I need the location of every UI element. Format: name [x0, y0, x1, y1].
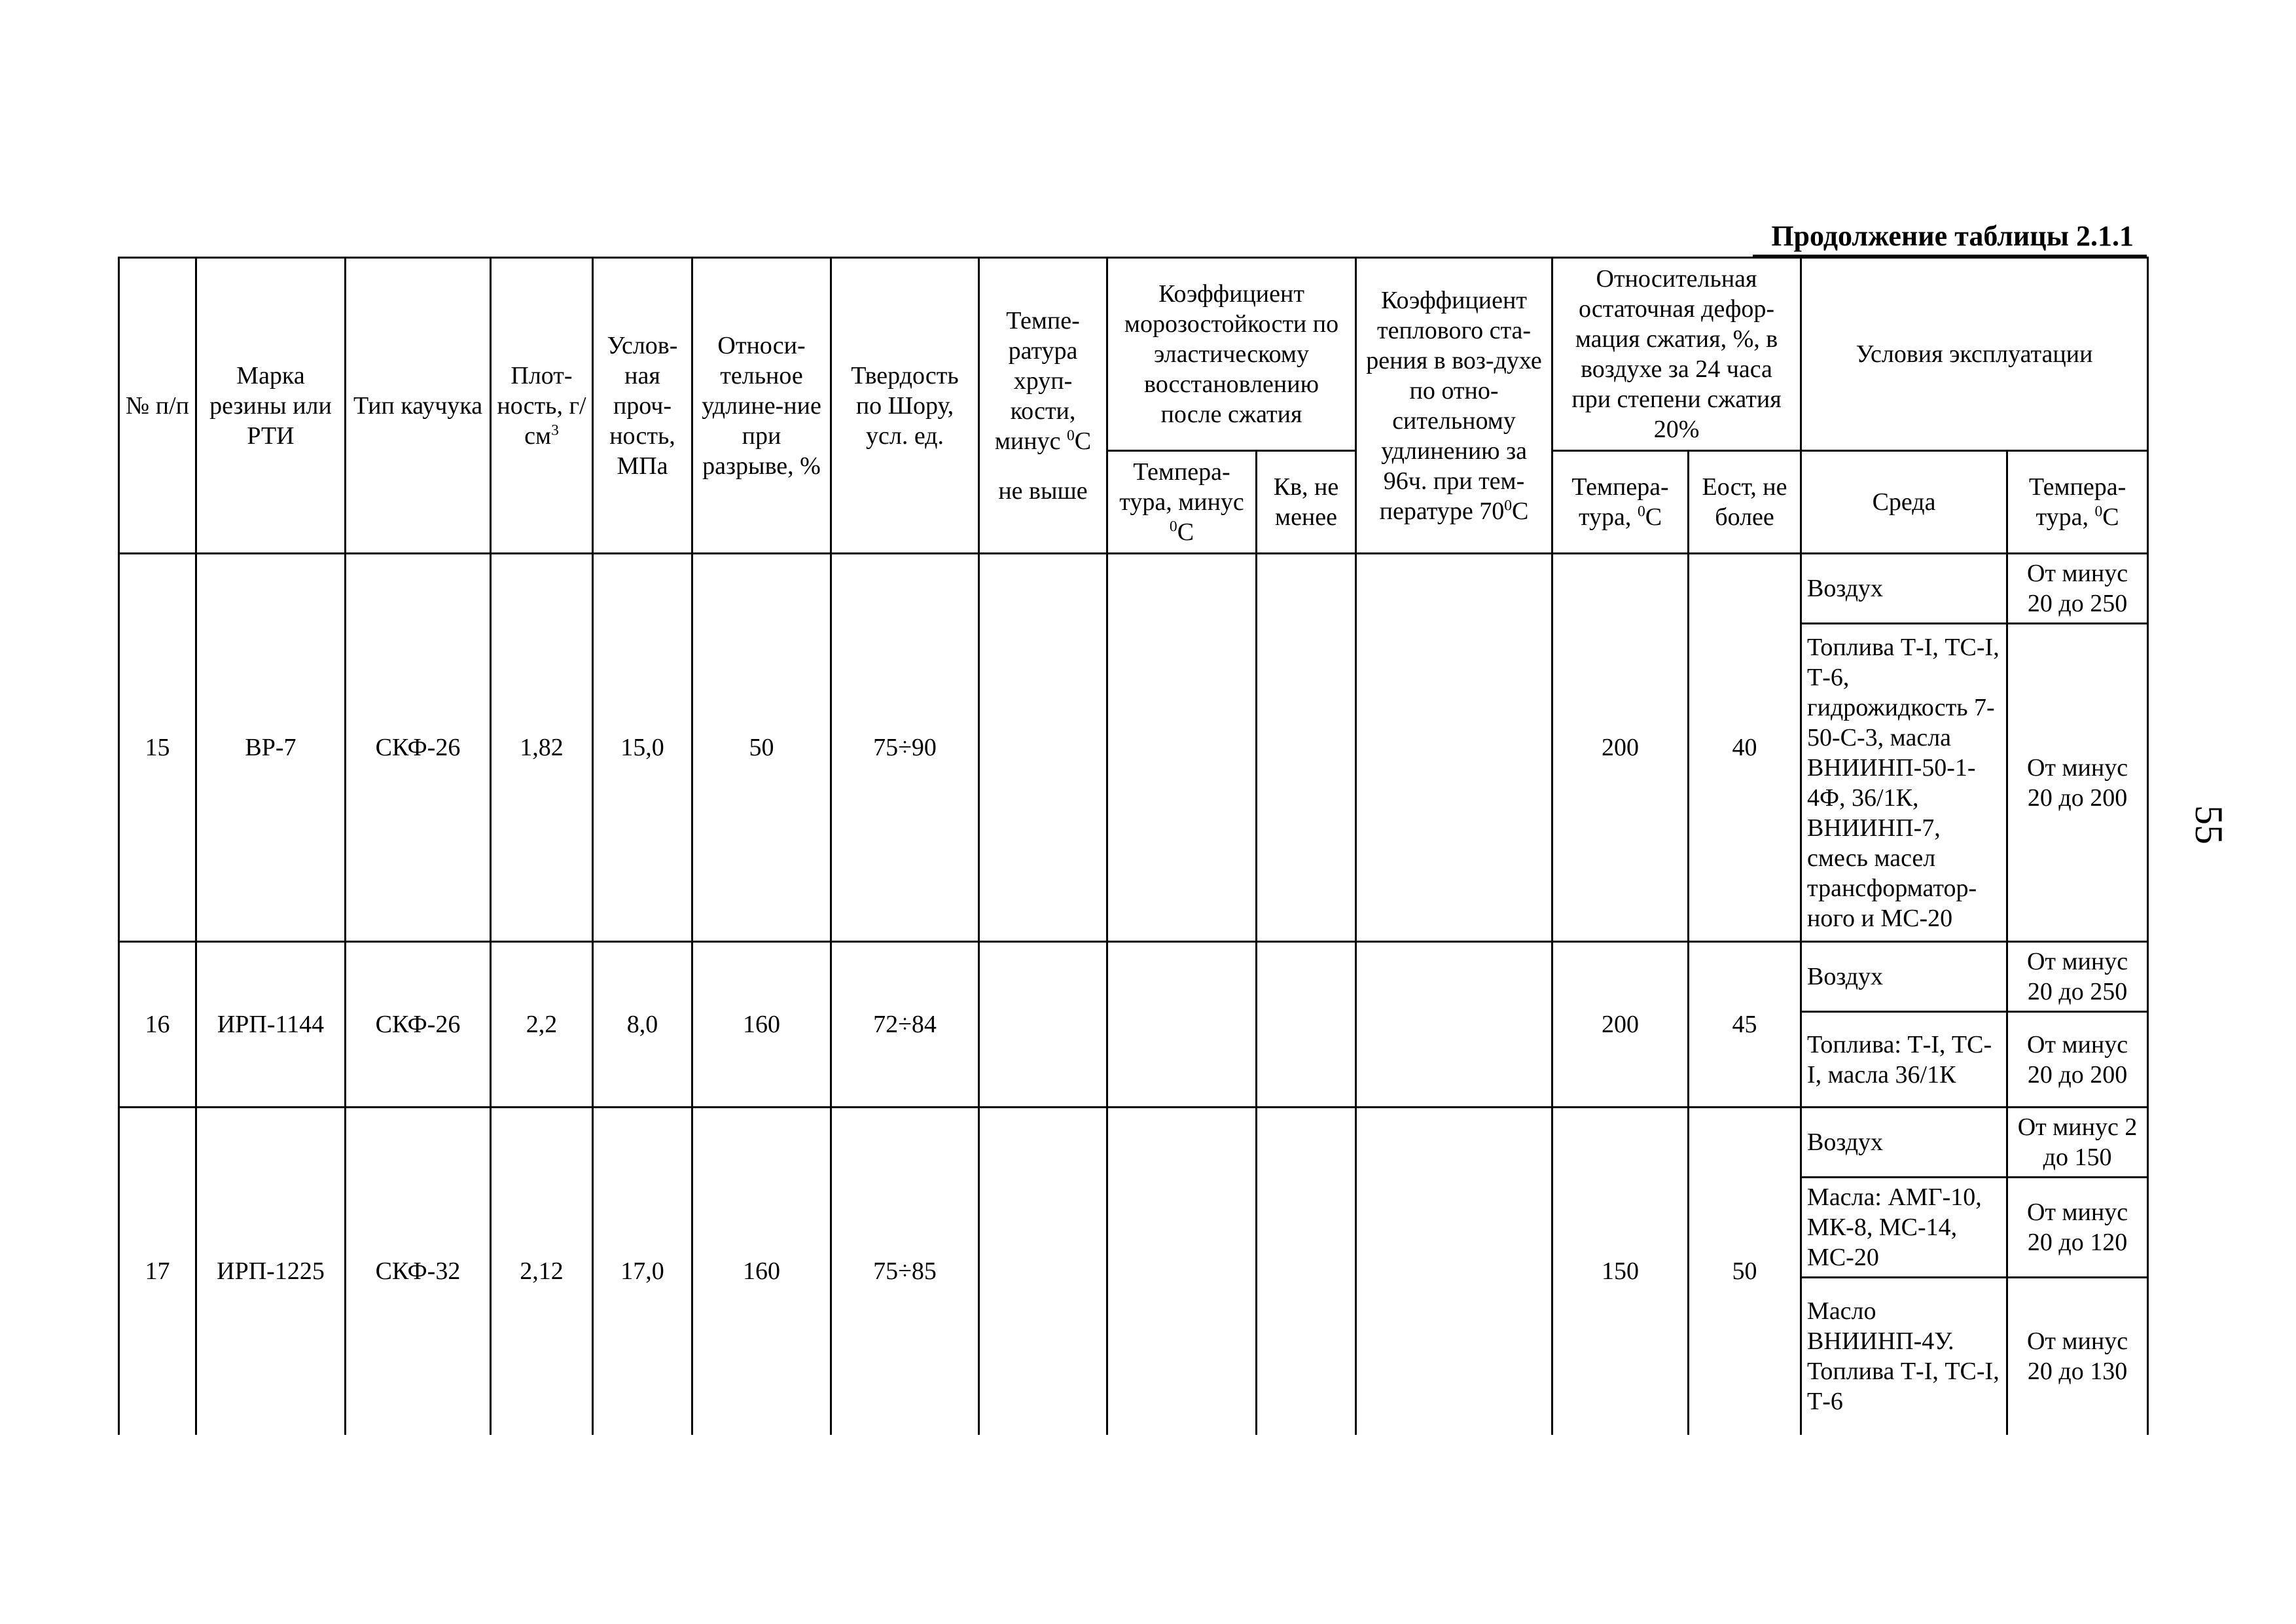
row-15-hardness: 75÷90: [831, 554, 979, 942]
row-17-temp-3: От минус 20 до 130: [2007, 1278, 2148, 1435]
header-grade: Марка резины или РТИ: [196, 258, 346, 554]
header-frost-group: Коэффициент морозостойкости по эластическому восстановлению после сжатия: [1107, 258, 1356, 451]
row-15-grade: ВР-7: [196, 554, 346, 942]
header-brittle-note: не выше: [998, 477, 1088, 505]
header-conditions-group: Условия эксплуатации: [1801, 258, 2148, 451]
row-15-frost-temp: [1107, 554, 1257, 942]
row-15-density: 1,82: [491, 554, 593, 942]
header-density: Плот-ность, $г/см^3$: [491, 258, 593, 554]
row-16-aging: [1356, 942, 1552, 1108]
header-rubber-type: Тип каучука: [346, 258, 491, 554]
header-frost-kv: Кв, не менее: [1257, 451, 1356, 554]
header-deform-eost: Еост, не более: [1689, 451, 1801, 554]
row-15-medium-1: Воздух: [1801, 554, 2007, 624]
row-17-density: 2,12: [491, 1108, 593, 1435]
row-17-medium-1: Воздух: [1801, 1108, 2007, 1178]
row-16-medium-1: Воздух: [1801, 942, 2007, 1012]
header-hardness: Твердость по Шору, усл. ед.: [831, 258, 979, 554]
header-deform-temp: Темпера-тура, $^0$С: [1552, 451, 1689, 554]
header-elongation: Относи-тельное удлине-ние при разрыве, %: [692, 258, 831, 554]
row-16-grade: ИРП-1144: [196, 942, 346, 1108]
row-15-temp-2: От минус 20 до 200: [2007, 624, 2148, 942]
row-17-frost-temp: [1107, 1108, 1257, 1435]
row-16-density: 2,2: [491, 942, 593, 1108]
row-17-rubber: СКФ-32: [346, 1108, 491, 1435]
row-15-aging: [1356, 554, 1552, 942]
row-16-temp-1: От минус 20 до 250: [2007, 942, 2148, 1012]
row-17-aging: [1356, 1108, 1552, 1435]
row-17-brittle: [979, 1108, 1107, 1435]
row-16-frost-temp: [1107, 942, 1257, 1108]
row-17-hardness: 75÷85: [831, 1108, 979, 1435]
row-17-temp-1: От минус 2 до 150: [2007, 1108, 2148, 1178]
row-17-elongation: 160: [692, 1108, 831, 1435]
row-16-temp-2: От минус 20 до 200: [2007, 1012, 2148, 1108]
row-15-temp-1: От минус 20 до 250: [2007, 554, 2148, 624]
row-17-grade: ИРП-1225: [196, 1108, 346, 1435]
row-17-num: 17: [119, 1108, 196, 1435]
row-16-elongation: 160: [692, 942, 831, 1108]
row-15-brittle: [979, 554, 1107, 942]
row-16-strength: 8,0: [593, 942, 692, 1108]
row-17-medium-3: Масло ВНИИНП-4У. Топлива Т-I, ТС-I, Т-6: [1801, 1278, 2007, 1435]
row-17-frost-kv: [1257, 1108, 1356, 1435]
row-16-num: 16: [119, 942, 196, 1108]
header-deform-group: Относительная остаточная дефор-мация сжатия, %, в воздухе за 24 часа при степени сжатия 20%: [1552, 258, 1801, 451]
row-15-medium-2: Топлива Т-I, ТС-I, Т-6, гидрожидкость 7-50-С-3, масла ВНИИНП-50-1-4Ф, 36/1К, ВНИИНП-7, смесь масел трансформатор-ного и МС-20: [1801, 624, 2007, 942]
row-15-rubber: СКФ-26: [346, 554, 491, 942]
header-brittle-temp: Темпе-ратура хруп-кости, минус $^0$С не выше: [979, 258, 1107, 554]
header-cond-temp: Темпера-тура, $^0$С: [2007, 451, 2148, 554]
row-15-eost: 40: [1689, 554, 1801, 942]
row-15-strength: 15,0: [593, 554, 692, 942]
header-cond-medium: Среда: [1801, 451, 2007, 554]
row-15-deform-temp: 200: [1552, 554, 1689, 942]
row-16-eost: 45: [1689, 942, 1801, 1108]
header-aging: Коэффициент теплового ста-рения в воз-духе по отно-сительному удлинению за 96ч. при тем-пературе $70^0С$: [1356, 258, 1552, 554]
specs-table: [118, 257, 2149, 1435]
row-16-brittle: [979, 942, 1107, 1108]
row-15-num: 15: [119, 554, 196, 942]
row-17-deform-temp: 150: [1552, 1108, 1689, 1435]
row-16-medium-2: Топлива: Т-I, ТС-I, масла 36/1К: [1801, 1012, 2007, 1108]
row-16-deform-temp: 200: [1552, 942, 1689, 1108]
row-16-frost-kv: [1257, 942, 1356, 1108]
row-15-frost-kv: [1257, 554, 1356, 942]
table-caption: Продолжение таблицы 2.1.1: [1771, 220, 2134, 252]
header-num: № п/п: [119, 258, 196, 554]
row-16-hardness: 72÷84: [831, 942, 979, 1108]
header-frost-temp: Темпера-тура, минус $^0$С: [1107, 451, 1257, 554]
row-17-strength: 17,0: [593, 1108, 692, 1435]
row-15-elongation: 50: [692, 554, 831, 942]
row-16-rubber: СКФ-26: [346, 942, 491, 1108]
row-17-eost: 50: [1689, 1108, 1801, 1435]
row-17-medium-2: Масла: АМГ-10, МК-8, МС-14, МС-20: [1801, 1178, 2007, 1278]
row-17-temp-2: От минус 20 до 120: [2007, 1178, 2148, 1278]
header-strength: Услов-ная проч-ность, МПа: [593, 258, 692, 554]
page-number: 55: [2187, 805, 2231, 844]
